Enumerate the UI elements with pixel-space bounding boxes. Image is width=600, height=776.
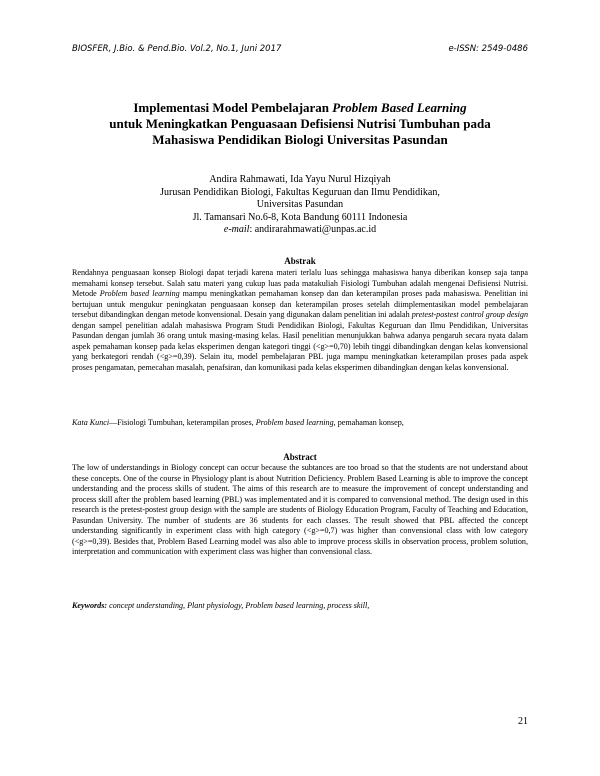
title-line-2: untuk Meningkatkan Penguasaan Defisiensi Nutrisi Tumbuhan pada <box>109 116 491 131</box>
issn-label: e-ISSN: 2549-0486 <box>448 44 528 54</box>
running-header <box>72 44 528 58</box>
email-label: e-mail <box>223 224 250 235</box>
author-address: Jl. Tamansari No.6-8, Kota Bandung 60111 Indonesia <box>192 211 408 223</box>
title-em: Problem Based Learning <box>332 100 467 115</box>
title-line-1: Implementasi Model Pembelajaran Problem Based Learning <box>133 100 467 115</box>
author-email <box>80 224 520 237</box>
kata-kunci-label: Kata Kunci <box>72 418 110 427</box>
abstract-body: The low of understandings in Biology concept can occur because the subtances are too broad so that the students are not understand about these concepts. One of the course in Physiology plant is about Nutrition Deficiency. Problem Based Learning is able to improve the concept understanding and the process skills of student. The aims of this research are to measure the improvement of concept understanding and process skill after the problem based learning (PBL) was implementated and it is compared to convensional method. The design used in this research is the pretest-postest group design with the sample are students of Biology Education Program, Faculty of Teaching and Education, Pasundan University. The number of students are 36 students for each classes. The result showed that PBL affected the concept understanding significantly in experiment class with high category (<g>=0,7) was higher than convensional class with low category (<g>=0,39). Besides that, Problem Based Learning model was also able to improve process skills in observation process, problem solution, interpretation and communication with experiment class was higher than convensional class. <box>72 463 528 556</box>
author-block <box>80 174 520 237</box>
abstrak-body: Rendahnya penguasaan konsep Biologi dapat terjadi karena materi terlalu luas sehingga mahasiswa hanya diberikan konsep saja tanpa memahami konsep tersebut. Salah satu materi yang cukup luas pada matakuliah Fisiologi Tumbuhan adalah mengenai Defisiensi Nutrisi. Metode Problem based learning mampu meningkatkan pemahaman konsep dan dan keterampilan proses pada mahasiswa. Penelitian ini bertujuan untuk mengukur peningkatan penguasaan konsep dan keterampilan proses setelah diimplementasikan model pembelajaran tersebut dibandingkan dengan metode konvensional. Desain yang digunakan dalam penelitian ini adalah pretest-postest control group design dengan sampel penelitian adalah mahasiswa Program Studi Pendidikan Biologi, Fakultas Keguruan dan Ilmu Pendidikan, Universitas Pasundan dengan jumlah 36 orang untuk masing-masing kelas. Hasil penelitian menunjukkan bahwa adanya pengaruh secara nyata dalam aspek pemahaman konsep pada kelas eksperimen dengan kategori tinggi (<g>=0,70) lebih tinggi dibandingkan dengan kelas konvensional yang berkategori rendah (<g>=0,39). Selain itu, model pembelajaran PBL juga mampu meningkatkan keterampilan proses pada aspek proses pengamatan, pemecahan masalah, penafsiran, dan komunikasi pada kelas eksperimen dibandingkan dengan kelas konvensional. <box>72 268 529 372</box>
abstrak-heading: Abstrak <box>284 256 316 266</box>
abstract-heading: Abstract <box>283 452 317 462</box>
author-department: Jurusan Pendidikan Biologi, Fakultas Keguruan dan Ilmu Pendidikan, <box>160 186 440 198</box>
keywords-label: Keywords: <box>72 601 108 610</box>
kata-kunci: Kata Kunci—Fisiologi Tumbuhan, keterampilan proses, Problem based learning, pemahaman konsep, <box>72 418 404 427</box>
page-number: 21 <box>518 716 528 727</box>
paper-title <box>80 100 520 148</box>
title-line-3: Mahasiswa Pendidikan Biologi Universitas Pasundan <box>152 132 448 147</box>
email-address[interactable]: : andirarahmawati@unpas.ac.id <box>249 224 377 235</box>
author-university: Universitas Pasundan <box>256 199 344 210</box>
author-names: Andira Rahmawati, Ida Yayu Nurul Hizqiyah <box>209 174 391 185</box>
keywords-line: Keywords: concept understanding, Plant physiology, Problem based learning, process skill, <box>72 601 370 610</box>
journal-citation: BIOSFER, J.Bio. & Pend.Bio. Vol.2, No.1, Juni 2017 <box>72 44 282 54</box>
